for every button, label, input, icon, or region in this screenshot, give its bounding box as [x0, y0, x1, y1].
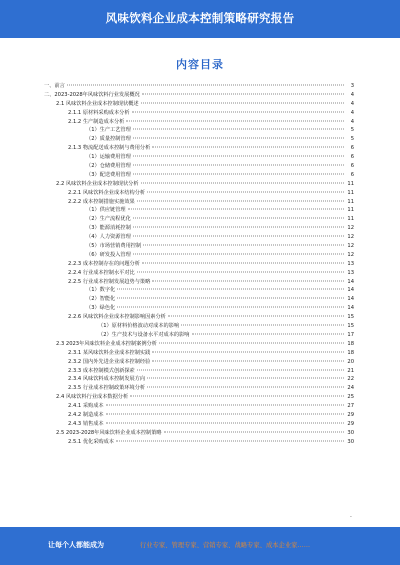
toc-entry-page: 6 — [350, 171, 354, 178]
toc-leader-dots — [106, 422, 344, 423]
toc-entry-page: 24 — [347, 385, 354, 392]
toc-entry-page: 25 — [347, 394, 354, 401]
toc-entry[interactable] — [44, 242, 354, 251]
toc-entry-page: 12 — [347, 251, 354, 258]
toc-entry-page: 4 — [350, 100, 354, 107]
toc-entry[interactable] — [44, 411, 354, 420]
toc-entry-label: 2.4.3 销售成本 — [68, 420, 104, 427]
toc-leader-dots — [117, 298, 344, 299]
toc-entry[interactable] — [44, 269, 354, 278]
toc-leader-dots — [141, 182, 344, 183]
toc-entry-page: 12 — [347, 225, 354, 232]
toc-entry-page: 30 — [347, 429, 354, 436]
toc-entry[interactable] — [44, 118, 354, 127]
toc-entry[interactable] — [44, 189, 354, 198]
toc-leader-dots — [137, 200, 344, 201]
toc-leader-dots — [133, 173, 344, 174]
toc-leader-dots — [132, 111, 344, 112]
toc-entry-label: 2.2.5 行业成本控制发展趋势与策略 — [68, 278, 151, 285]
toc-entry-label: （1）生产工艺管理 — [86, 127, 131, 134]
toc-entry[interactable] — [44, 260, 354, 269]
toc-entry-label: （4）人力资源管理 — [86, 234, 131, 241]
report-title: 风味饮料企业成本控制策略研究报告 — [105, 11, 295, 25]
toc-entry[interactable] — [44, 109, 354, 118]
toc-leader-dots — [116, 440, 344, 441]
toc-entry-label: 二、2023-2028年风味饮料行业发展概况 — [44, 91, 140, 98]
toc-entry-page: 21 — [347, 367, 354, 374]
toc-entry-page: 6 — [350, 163, 354, 170]
toc-entry-label: 2.1.2 生产制造成本分析 — [68, 118, 125, 125]
toc-leader-dots — [159, 342, 344, 343]
toc-leader-dots — [67, 85, 344, 86]
toc-entry-page: 11 — [347, 198, 354, 205]
toc-entry-label: 2.1.3 物流配送成本控制与费用分析 — [68, 145, 151, 152]
toc-entry-label: 2.5 2023-2028年风味饮料企业成本控制策略 — [56, 429, 162, 436]
toc-leader-dots — [168, 316, 344, 317]
toc-entry-page: 15 — [347, 314, 354, 321]
toc-entry-label: （3）配送费用管理 — [86, 171, 131, 178]
toc-entry[interactable] — [44, 278, 354, 287]
toc-entry[interactable] — [44, 251, 354, 260]
toc-entry-label: （1）数字化 — [86, 287, 116, 294]
toc-entry[interactable] — [44, 358, 354, 367]
toc-entry[interactable] — [44, 393, 354, 402]
toc-entry[interactable] — [44, 215, 354, 224]
toc-entry[interactable] — [44, 429, 354, 438]
toc-entry-page: 6 — [350, 154, 354, 161]
toc-leader-dots — [126, 120, 344, 121]
toc-entry-label: 2.2 风味饮料企业成本控制现状分析 — [56, 180, 139, 187]
toc-entry-label: （3）绿色化 — [86, 305, 116, 312]
toc-leader-dots — [133, 138, 344, 139]
toc-entry-label: 2.3.5 行业成本控制政策环境分析 — [68, 385, 146, 392]
toc-entry-page: 18 — [347, 340, 354, 347]
toc-entry[interactable] — [44, 198, 354, 207]
toc-entry[interactable] — [44, 420, 354, 429]
toc-entry-page: 11 — [347, 189, 354, 196]
footer-bar — [0, 527, 400, 565]
toc-entry-label: 一、前言 — [44, 83, 65, 89]
toc-leader-dots — [137, 271, 344, 272]
toc-entry[interactable] — [44, 331, 354, 340]
toc-leader-dots — [106, 413, 344, 414]
toc-entry[interactable] — [44, 402, 354, 411]
toc-entry[interactable] — [44, 153, 354, 162]
toc-leader-dots — [147, 191, 344, 192]
toc-entry-page: 4 — [350, 109, 354, 116]
toc-entry[interactable] — [44, 162, 354, 171]
toc-leader-dots — [133, 165, 344, 166]
toc-leader-dots — [147, 378, 344, 379]
toc-entry-page: 22 — [347, 376, 354, 383]
toc-entry-label: 2.2.6 风味饮料企业成本控制影响因素分析 — [68, 314, 166, 321]
toc-leader-dots — [142, 262, 344, 263]
toc-entry-page: 12 — [347, 243, 354, 250]
toc-entry[interactable] — [44, 375, 354, 384]
footer-slogan: 让每个人都能成为 — [48, 541, 104, 549]
toc-heading: 内容目录 — [176, 58, 224, 71]
toc-entry[interactable] — [44, 82, 354, 91]
toc-entry[interactable] — [44, 286, 354, 295]
toc-leader-dots — [147, 387, 344, 388]
toc-entry[interactable] — [44, 224, 354, 233]
toc-entry-label: 2.2.2 成本控制措施实施效果 — [68, 198, 135, 205]
toc-entry[interactable] — [44, 367, 354, 376]
toc-entry-page: 17 — [347, 331, 354, 338]
toc-entry-page: 13 — [347, 260, 354, 267]
footer-tagline: 行业专家、管理专家、营销专家、战略专家、成本企业家…… — [140, 542, 311, 549]
toc-entry[interactable] — [44, 384, 354, 393]
toc-entry-page: 13 — [347, 269, 354, 276]
toc-entry-label: （3）能源消耗控制 — [86, 225, 131, 232]
toc-entry-label: （1）原材料价格波动对成本的影响 — [98, 323, 180, 330]
toc-entry[interactable] — [44, 322, 354, 331]
toc-entry-label: 2.2.3 成本控制存在的问题分析 — [68, 260, 140, 267]
toc-entry-page: 5 — [350, 136, 354, 143]
toc-entry-label: （2）生产流程优化 — [86, 216, 131, 223]
toc-leader-dots — [152, 360, 344, 361]
toc-entry-page: 15 — [347, 323, 354, 330]
toc-entry-page: 6 — [350, 145, 354, 152]
toc-entry-page: 30 — [347, 438, 354, 445]
toc-entry-page: 29 — [347, 420, 354, 427]
toc-entry-page: 27 — [347, 403, 354, 410]
toc-entry-page: 14 — [347, 287, 354, 294]
toc-entry[interactable] — [44, 438, 354, 447]
toc-entry[interactable] — [44, 349, 354, 358]
toc-leader-dots — [141, 102, 344, 103]
toc-leader-dots — [152, 280, 344, 281]
toc-entry-label: （2）智能化 — [86, 296, 116, 303]
header-bar — [0, 0, 400, 38]
toc-entry-label: （6）研发投入管理 — [86, 251, 131, 258]
page-marker: - — [350, 514, 352, 520]
toc-entry-page: 3 — [350, 83, 354, 89]
toc-entry-label: 2.5.1 优化采购成本 — [68, 438, 114, 445]
toc-entry-label: （2）生产技术与设备水平对成本的影响 — [98, 331, 190, 338]
toc-entry[interactable] — [44, 313, 354, 322]
toc-entry[interactable] — [44, 304, 354, 313]
toc-entry-label: 2.3.3 成本控制模式创新探索 — [68, 367, 135, 374]
toc-entry[interactable] — [44, 126, 354, 135]
toc-leader-dots — [128, 209, 344, 210]
toc-entry-label: （2）仓储费用管理 — [86, 163, 131, 170]
toc-entry-label: 2.3.1 某风味饮料企业成本控制实践 — [68, 349, 151, 356]
toc-leader-dots — [117, 307, 344, 308]
toc-entry-label: 2.3 2023年风味饮料企业成本控制案例分析 — [56, 340, 157, 347]
toc-entry-page: 12 — [347, 234, 354, 241]
toc-entry[interactable] — [44, 100, 354, 109]
toc-leader-dots — [133, 227, 344, 228]
toc-entry-page: 5 — [350, 127, 354, 134]
toc-entry-page: 29 — [347, 411, 354, 418]
toc-entry[interactable] — [44, 233, 354, 242]
toc-leader-dots — [133, 253, 344, 254]
toc-entry[interactable] — [44, 295, 354, 304]
toc-entry[interactable] — [44, 91, 354, 100]
toc-leader-dots — [152, 351, 344, 352]
toc-entry-label: （1）运输费用管理 — [86, 154, 131, 161]
toc-leader-dots — [142, 93, 344, 94]
toc-entry-label: 2.4.1 采购成本 — [68, 403, 104, 410]
toc-entry-page: 11 — [347, 216, 354, 223]
toc-entry[interactable] — [44, 340, 354, 349]
toc-entry-label: 2.1 风味饮料企业成本控制现状概述 — [56, 100, 139, 107]
toc-leader-dots — [192, 333, 345, 334]
toc-leader-dots — [130, 396, 344, 397]
toc-entry-page: 4 — [350, 91, 354, 98]
table-of-contents — [44, 82, 354, 447]
toc-entry-label: 2.1.1 原材料采购成本分析 — [68, 109, 130, 116]
toc-leader-dots — [137, 369, 344, 370]
toc-entry-page: 11 — [347, 207, 354, 214]
toc-leader-dots — [143, 245, 344, 246]
toc-entry[interactable] — [44, 135, 354, 144]
toc-entry-label: （5）市场营销费用控制 — [86, 243, 142, 250]
toc-leader-dots — [133, 156, 344, 157]
toc-entry-page: 14 — [347, 278, 354, 285]
toc-entry-label: 2.3.2 国内外先进企业成本控制经验 — [68, 358, 151, 365]
toc-leader-dots — [181, 325, 344, 326]
toc-entry[interactable] — [44, 144, 354, 153]
toc-entry-page: 4 — [350, 118, 354, 125]
toc-entry-label: 2.4 风味饮料行业成本数据分析 — [56, 394, 129, 401]
toc-entry-label: （2）质量控制管理 — [86, 136, 131, 143]
toc-leader-dots — [133, 218, 344, 219]
toc-entry-page: 18 — [347, 349, 354, 356]
toc-leader-dots — [164, 431, 344, 432]
toc-entry-label: 2.2.1 风味饮料企业成本结构分析 — [68, 189, 146, 196]
toc-entry-page: 14 — [347, 305, 354, 312]
toc-leader-dots — [133, 236, 344, 237]
toc-entry-label: 2.2.4 行业成本控制水平对比 — [68, 269, 135, 276]
toc-leader-dots — [133, 129, 344, 130]
toc-entry-page: 11 — [347, 180, 354, 187]
toc-leader-dots — [117, 289, 344, 290]
toc-entry-label: 2.4.2 制造成本 — [68, 411, 104, 418]
toc-entry-page: 20 — [347, 358, 354, 365]
toc-leader-dots — [106, 405, 344, 406]
toc-entry[interactable] — [44, 206, 354, 215]
toc-entry-label: （1）供应链管理 — [86, 207, 126, 214]
toc-entry[interactable] — [44, 180, 354, 189]
toc-leader-dots — [152, 147, 344, 148]
toc-entry[interactable] — [44, 171, 354, 180]
toc-entry-page: 14 — [347, 296, 354, 303]
toc-entry-label: 2.3.4 风味饮料成本控制发展方向 — [68, 376, 146, 383]
